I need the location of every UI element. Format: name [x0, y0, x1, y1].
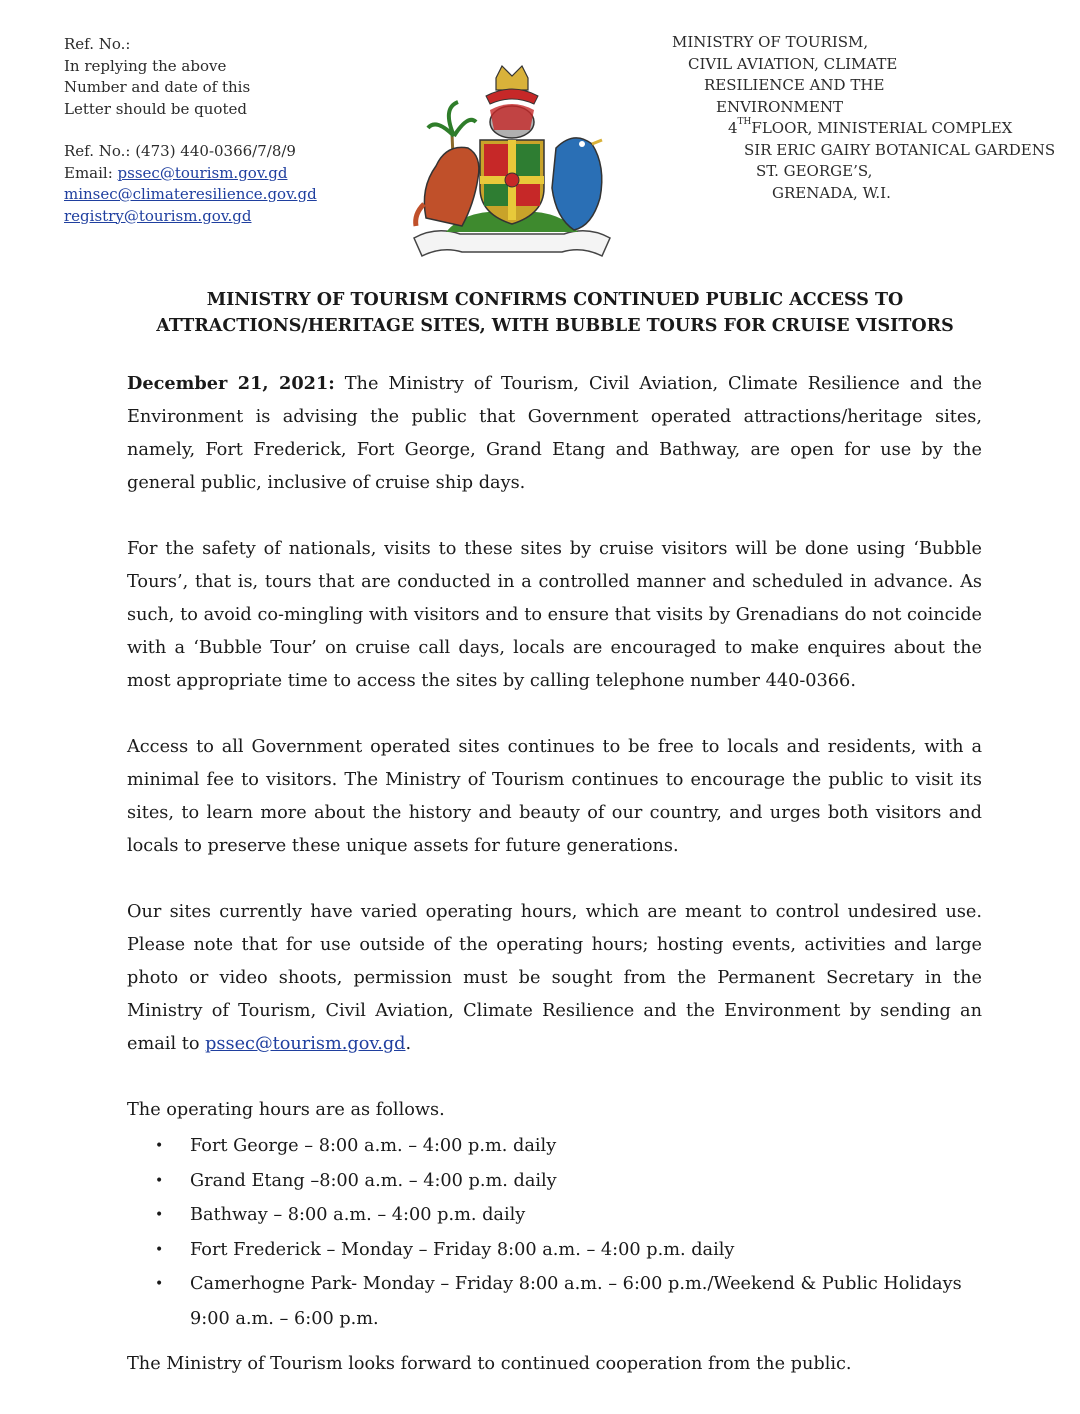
- ref-label: Ref. No.:: [64, 35, 131, 53]
- floor-number: 4: [728, 119, 738, 137]
- hours-camerhogne-park: Camerhogne Park- Monday – Friday 8:00 a.m. – 6:00 p.m./Weekend & Public Holidays 9:00 a.m. – 6:00 p.m.: [190, 1274, 962, 1329]
- address-line2: CIVIL AVIATION, CLIMATE: [688, 54, 898, 73]
- title-line1: MINISTRY OF TOURISM CONFIRMS CONTINUED PUBLIC ACCESS TO: [206, 290, 904, 310]
- email-link-minsec[interactable]: minsec@climateresilience.gov.gd: [64, 185, 317, 203]
- bullet-icon: •: [155, 1241, 164, 1258]
- ref-phone: Ref. No.: (473) 440-0366/7/8/9: [64, 142, 296, 160]
- address-line6: SIR ERIC GAIRY BOTANICAL GARDENS: [744, 140, 1056, 159]
- address-line4: ENVIRONMENT: [716, 97, 843, 116]
- list-item: [127, 1267, 982, 1336]
- list-item: [127, 1164, 982, 1199]
- title-line2: ATTRACTIONS/HERITAGE SITES, WITH BUBBLE TOURS FOR CRUISE VISITORS: [156, 316, 954, 336]
- list-item: [127, 1233, 982, 1268]
- address-line7: ST. GEORGE’S,: [756, 162, 873, 180]
- spacer: [64, 120, 317, 141]
- list-item: [127, 1198, 982, 1233]
- email-label: Email:: [64, 163, 118, 182]
- hours-intro: The operating hours are as follows.: [127, 1100, 445, 1120]
- hours-list: [127, 1129, 982, 1336]
- bullet-icon: •: [155, 1138, 164, 1154]
- letterhead-left: [64, 34, 317, 227]
- list-item: [127, 1129, 982, 1164]
- reply-note-line2: Number and date of this: [64, 78, 251, 96]
- reply-note-line3: Letter should be quoted: [64, 99, 247, 118]
- floor-text: FLOOR, MINISTERIAL COMPLEX: [751, 119, 1013, 137]
- address-line8: GRENADA, W.I.: [772, 183, 891, 202]
- press-release-title: [80, 287, 1030, 339]
- address-line3: RESILIENCE AND THE: [704, 76, 885, 94]
- bullet-icon: •: [155, 1276, 164, 1292]
- paragraph-1: [127, 367, 982, 500]
- paragraph-2: For the safety of nationals, visits to these sites by cruise visitors will be done using ‘Bubble Tours’, that is, tours that are conducted in a controlled manner and scheduled in advance. As such, to avoid co-mingling with visitors and to ensure that visits by Grenadians do not coincide with a ‘Bubble Tour’ on cruise call days, locals are encouraged to make enquires about the most appropriate time to access the sites by calling telephone number 440-0366.: [127, 539, 982, 691]
- coat-of-arms-icon: [406, 48, 618, 264]
- paragraph-4: [127, 896, 982, 1061]
- paragraph-4-text: Our sites currently have varied operating hours, which are meant to control undesired use. Please note that for use outside of the operating hours; hosting events, activities and large photo or video shoots, permission must be sought from the Permanent Secretary in the Ministry of Tourism, Civil Aviation, Climate Resilience and the Environment by sending an email to: [127, 902, 982, 1054]
- bullet-icon: •: [155, 1172, 164, 1189]
- email-link-registry[interactable]: registry@tourism.gov.gd: [64, 206, 252, 225]
- reply-note-line1: In replying the above: [64, 56, 227, 75]
- email-line: [64, 163, 317, 185]
- hours-grand-etang: Grand Etang –8:00 a.m. – 4:00 p.m. daily: [190, 1170, 557, 1191]
- address-line1: MINISTRY OF TOURISM,: [672, 33, 869, 51]
- bullet-icon: •: [155, 1207, 164, 1223]
- email-link-pssec-body[interactable]: pssec@tourism.gov.gd: [205, 1034, 406, 1054]
- hours-fort-frederick: Fort Frederick – Monday – Friday 8:00 a.m. – 4:00 p.m. daily: [190, 1239, 735, 1260]
- email-link-pssec[interactable]: pssec@tourism.gov.gd: [117, 163, 288, 182]
- release-date: December 21, 2021:: [127, 373, 335, 394]
- paragraph-4-end: .: [405, 1034, 412, 1054]
- letterhead-right: [672, 32, 1055, 204]
- paragraph-1-text: The Ministry of Tourism, Civil Aviation, Climate Resilience and the Environment is advising the public that Government operated attractions/heritage sites, namely, Fort Frederick, Fort George, Grand Etang and Bathway, are open for use by the general public, inclusive of cruise ship days.: [127, 374, 982, 493]
- hours-fort-george: Fort George – 8:00 a.m. – 4:00 p.m. daily: [190, 1136, 557, 1156]
- floor-suffix: TH: [737, 117, 752, 127]
- press-release-body: [127, 367, 982, 1414]
- hours-bathway: Bathway – 8:00 a.m. – 4:00 p.m. daily: [190, 1205, 526, 1225]
- address-line5: [672, 118, 1055, 140]
- paragraph-3: Access to all Government operated sites continues to be free to locals and residents, with a minimal fee to visitors. The Ministry of Tourism continues to encourage the public to visit its sites, to learn more about the history and beauty of our country, and urges both visitors and locals to preserve these unique assets for future generations.: [127, 737, 982, 856]
- closing-line: The Ministry of Tourism looks forward to continued cooperation from the public.: [127, 1354, 852, 1374]
